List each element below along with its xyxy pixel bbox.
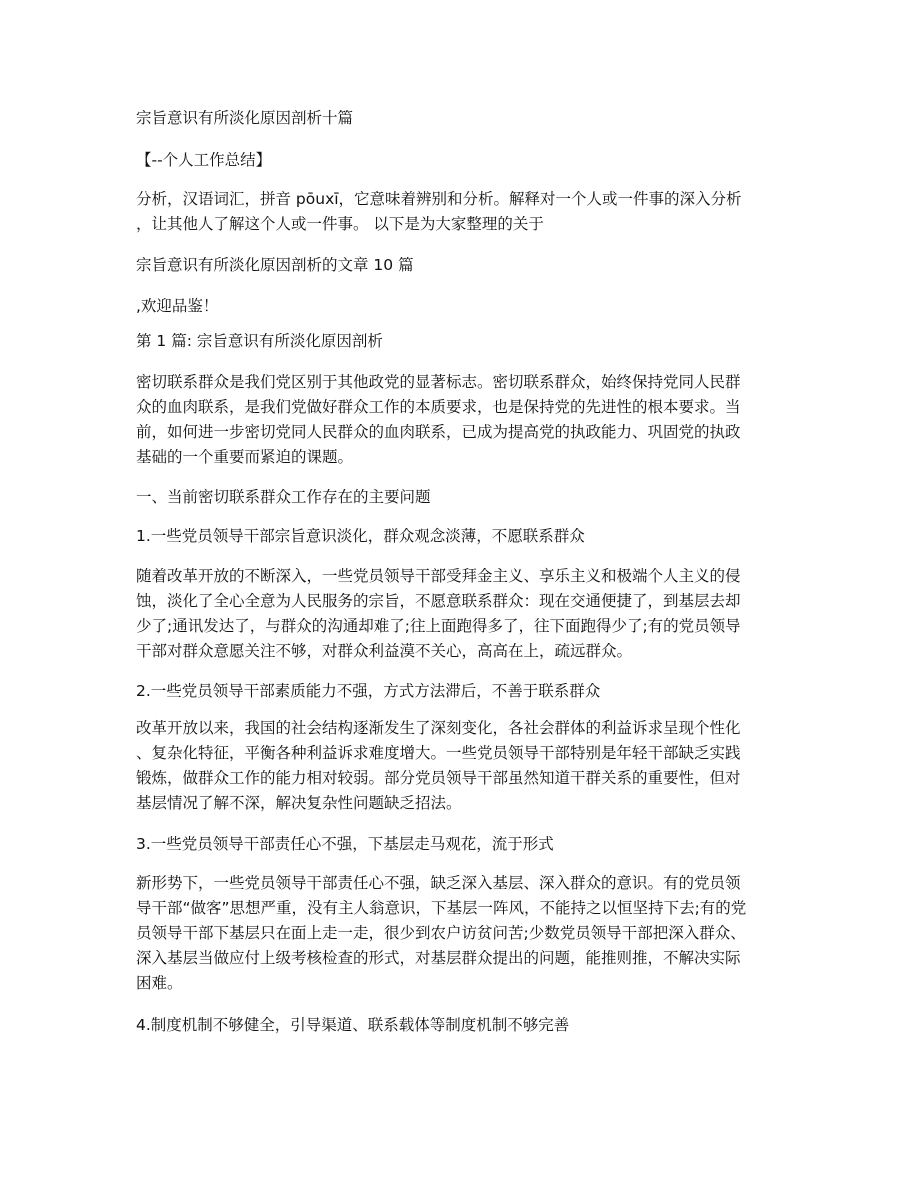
paragraph-1 <box>136 370 784 470</box>
item-1-paragraph <box>136 564 784 664</box>
item-1-heading: 1.一些党员领导干部宗旨意识淡化，群众观念淡薄，不愿联系群众 <box>136 527 585 545</box>
intro-title: 宗旨意识有所淡化原因剖析的文章 10 篇 <box>136 256 414 274</box>
item-3-paragraph <box>136 871 784 996</box>
paragraph-line: 基层情况了解不深，解决复杂性问题缺乏招法。 <box>136 794 462 812</box>
paragraph-line: 众的血肉联系，是我们党做好群众工作的本质要求，也是保持党的先进性的根本要求。当 <box>136 398 741 416</box>
paragraph-line: 锻炼，做群众工作的能力相对较弱。部分党员领导干部虽然知道干群关系的重要性，但对 <box>136 769 741 787</box>
intro-paragraph <box>136 187 784 237</box>
item-2-heading: 2.一些党员领导干部素质能力不强，方式方法滞后，不善于联系群众 <box>136 682 601 700</box>
paragraph-line: 改革开放以来，我国的社会结构逐渐发生了深刻变化，各社会群体的利益诉求呈现个性化 <box>136 719 741 737</box>
paragraph-line: 员领导干部下基层只在面上走一走，很少到农户访贫问苦;少数党员领导干部把深入群众、 <box>136 924 746 942</box>
category-tag: 【--个人工作总结】 <box>136 151 272 169</box>
chapter-heading: 第 1 篇: 宗旨意识有所淡化原因剖析 <box>136 332 383 350</box>
intro-line: ，让其他人了解这个人或一件事。 以下是为大家整理的关于 <box>136 215 544 233</box>
item-2-paragraph <box>136 716 784 816</box>
paragraph-line: 蚀，淡化了全心全意为人民服务的宗旨，不愿意联系群众：现在交通便捷了，到基层去却 <box>136 592 741 610</box>
paragraph-line: 深入基层当做应付上级考核检查的形式，对基层群众提出的问题，能推则推，不解决实际 <box>136 949 741 967</box>
document-title: 宗旨意识有所淡化原因剖析十篇 <box>136 109 354 127</box>
paragraph-line: 新形势下，一些党员领导干部责任心不强，缺乏深入基层、深入群众的意识。有的党员领 <box>136 874 741 892</box>
paragraph-line: 困难。 <box>136 974 183 992</box>
paragraph-line: 干部对群众意愿关注不够，对群众利益漠不关心，高高在上，疏远群众。 <box>136 642 633 660</box>
paragraph-line: 导干部“做客”思想严重，没有主人翁意识，下基层一阵风，不能持之以恒坚持下去;有的党 <box>136 899 747 917</box>
section-1-heading: 一、当前密切联系群众工作存在的主要问题 <box>136 488 431 506</box>
paragraph-line: 基础的一个重要而紧迫的课题。 <box>136 448 354 466</box>
item-3-heading: 3.一些党员领导干部责任心不强，下基层走马观花，流于形式 <box>136 835 554 853</box>
paragraph-line: 、复杂化特征，平衡各种利益诉求难度增大。一些党员领导干部特别是年轻干部缺乏实践 <box>136 744 741 762</box>
welcome-text: ,欢迎品鉴！ <box>136 297 219 315</box>
paragraph-line: 前，如何进一步密切党同人民群众的血肉联系，已成为提高党的执政能力、巩固党的执政 <box>136 423 741 441</box>
paragraph-line: 密切联系群众是我们党区别于其他政党的显著标志。密切联系群众，始终保持党同人民群 <box>136 373 741 391</box>
paragraph-line: 少了;通讯发达了，与群众的沟通却难了;往上面跑得多了，往下面跑得少了;有的党员领导 <box>136 617 741 635</box>
paragraph-line: 随着改革开放的不断深入，一些党员领导干部受拜金主义、享乐主义和极端个人主义的侵 <box>136 567 741 585</box>
intro-line: 分析，汉语词汇，拼音 pōuxī，它意味着辨别和分析。解释对一个人或一件事的深入分析 <box>136 190 742 208</box>
item-4-heading: 4.制度机制不够健全，引导渠道、联系载体等制度机制不够完善 <box>136 1016 570 1034</box>
